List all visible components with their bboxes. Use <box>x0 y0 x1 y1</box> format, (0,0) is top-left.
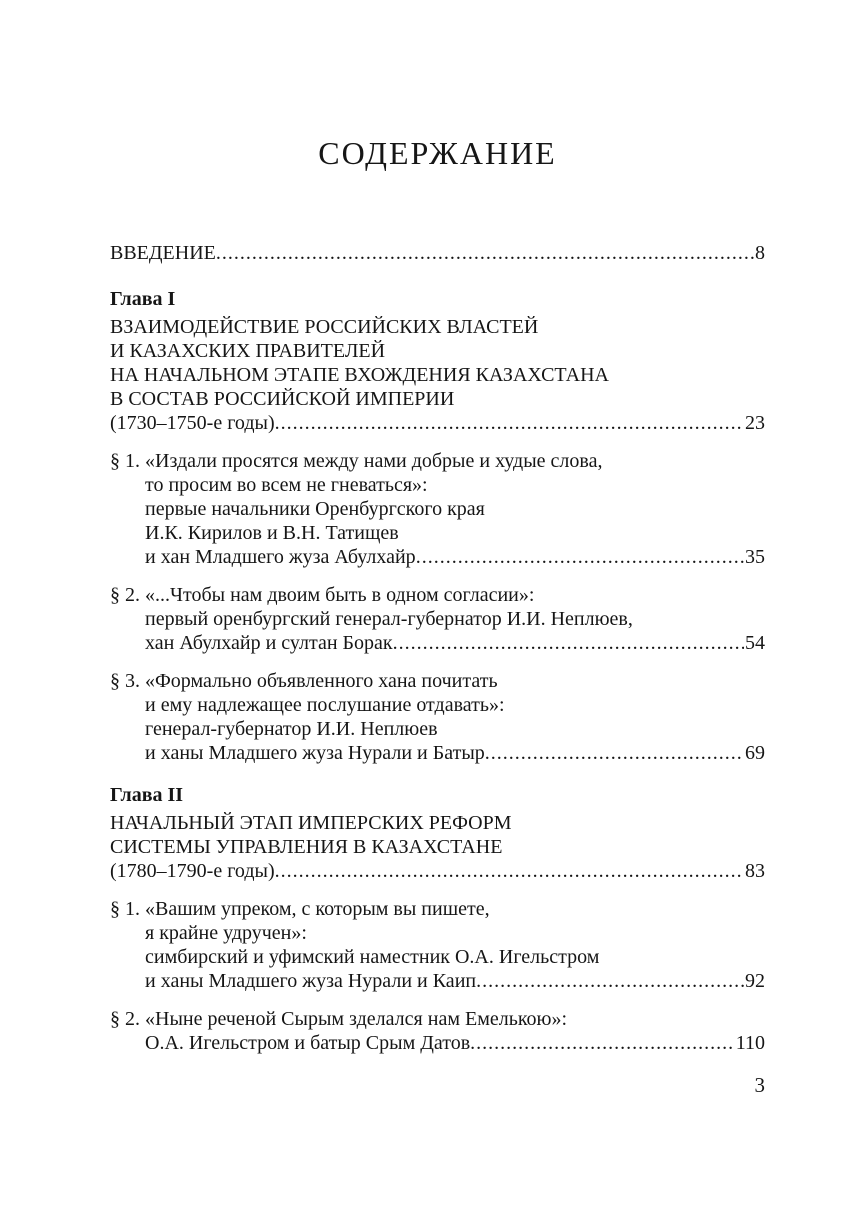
toc-page-ref: 54 <box>745 632 765 654</box>
dot-leader <box>476 969 744 993</box>
toc-line <box>110 741 765 765</box>
toc-entries <box>110 241 765 1055</box>
toc-line-text: генерал-губернатор И.И. Неплюев <box>145 718 438 740</box>
toc-line <box>110 811 765 835</box>
dot-leader <box>275 859 744 883</box>
toc-line-text: О.А. Игельстром и батыр Срым Датов <box>145 1032 471 1054</box>
toc-line-text: первые начальники Оренбургского края <box>145 498 485 520</box>
toc-line <box>110 545 765 569</box>
toc-line <box>110 693 765 717</box>
dot-leader <box>216 241 754 265</box>
toc-line-text: ВЗАИМОДЕЙСТВИЕ РОССИЙСКИХ ВЛАСТЕЙ <box>110 316 539 338</box>
toc-line-text: «Формально объявленного хана почитать <box>145 670 498 692</box>
toc-line-text: «Издали просятся между нами добрые и худые слова, <box>145 450 603 472</box>
toc-line <box>110 339 765 363</box>
toc-line <box>110 241 765 265</box>
toc-line-text: ВВЕДЕНИЕ <box>110 242 216 264</box>
toc-line-text: я крайне удручен»: <box>145 922 307 944</box>
toc-page-ref: 83 <box>745 860 765 882</box>
toc-line-text: и ему надлежащее послушание отдавать»: <box>145 694 505 716</box>
toc-line <box>110 411 765 435</box>
toc-line <box>110 835 765 859</box>
toc-line <box>110 921 765 945</box>
toc-line-text: первый оренбургский генерал-губернатор И.И. Неплюев, <box>145 608 633 630</box>
toc-entry <box>110 1007 765 1055</box>
toc-line <box>110 669 765 693</box>
section-marker: § 2. <box>110 584 140 606</box>
toc-line-text: СИСТЕМЫ УПРАВЛЕНИЯ В КАЗАХСТАНЕ <box>110 836 503 858</box>
toc-line <box>110 473 765 497</box>
toc-line <box>110 607 765 631</box>
toc-line-text: (1730–1750-е годы) <box>110 412 275 434</box>
section-marker: § 1. <box>110 898 140 920</box>
toc-entry <box>110 583 765 655</box>
section-marker: § 1. <box>110 450 140 472</box>
toc-page-ref: 110 <box>735 1032 765 1054</box>
toc-entry <box>110 783 765 883</box>
toc-line <box>110 315 765 339</box>
toc-entry <box>110 669 765 765</box>
toc-line <box>110 631 765 655</box>
toc-entry <box>110 241 765 265</box>
toc-line-text: «Вашим упреком, с которым вы пишете, <box>145 898 490 920</box>
toc-line-text: В СОСТАВ РОССИЙСКОЙ ИМПЕРИИ <box>110 388 455 410</box>
toc-entry <box>110 897 765 993</box>
toc-line-text: «...Чтобы нам двоим быть в одном согласии»: <box>145 584 535 606</box>
dot-leader <box>470 1031 735 1055</box>
toc-line <box>110 897 765 921</box>
toc-page-ref: 69 <box>745 742 765 764</box>
toc-line-text: то просим во всем не гневаться»: <box>145 474 428 496</box>
toc-line <box>110 1007 765 1031</box>
toc-page-ref: 92 <box>745 970 765 992</box>
toc-line <box>110 859 765 883</box>
toc-line <box>110 387 765 411</box>
section-marker: § 3. <box>110 670 140 692</box>
toc-line-text: И.К. Кирилов и В.Н. Татищев <box>145 522 399 544</box>
toc-line <box>110 521 765 545</box>
toc-line <box>110 1031 765 1055</box>
dot-leader <box>485 741 744 765</box>
toc-line <box>110 717 765 741</box>
toc-line <box>110 363 765 387</box>
toc-line-text: «Ныне реченой Сырым зделался нам Емелькою»: <box>145 1008 568 1030</box>
toc-line-text: симбирский и уфимский наместник О.А. Игельстром <box>145 946 600 968</box>
chapter-label: Глава I <box>110 288 176 310</box>
section-marker: § 2. <box>110 1008 140 1030</box>
dot-leader <box>416 545 744 569</box>
toc-page-ref: 23 <box>745 412 765 434</box>
toc-entry <box>110 287 765 435</box>
toc-page-ref: 8 <box>755 242 765 264</box>
toc-line <box>110 497 765 521</box>
toc-line <box>110 969 765 993</box>
toc-line-text: и ханы Младшего жуза Нурали и Каип <box>145 970 477 992</box>
toc-page-ref: 35 <box>745 546 765 568</box>
folio-page-number: 3 <box>754 1073 765 1097</box>
toc-line-text: и ханы Младшего жуза Нурали и Батыр <box>145 742 485 764</box>
toc-line-text: НАЧАЛЬНЫЙ ЭТАП ИМПЕРСКИХ РЕФОРМ <box>110 812 512 834</box>
toc-line-text: и хан Младшего жуза Абулхайр <box>145 546 416 568</box>
toc-line-text: хан Абулхайр и султан Борак <box>145 632 393 654</box>
dot-leader <box>393 631 744 655</box>
toc-line <box>110 449 765 473</box>
chapter-label: Глава II <box>110 784 184 806</box>
toc-line-text: (1780–1790-е годы) <box>110 860 275 882</box>
toc-line <box>110 583 765 607</box>
toc-line-text: И КАЗАХСКИХ ПРАВИТЕЛЕЙ <box>110 340 386 362</box>
dot-leader <box>275 411 744 435</box>
toc-entry <box>110 449 765 569</box>
page-title: СОДЕРЖАНИЕ <box>318 135 557 171</box>
toc-line-text: НА НАЧАЛЬНОМ ЭТАПЕ ВХОЖДЕНИЯ КАЗАХСТАНА <box>110 364 609 386</box>
toc-line <box>110 945 765 969</box>
